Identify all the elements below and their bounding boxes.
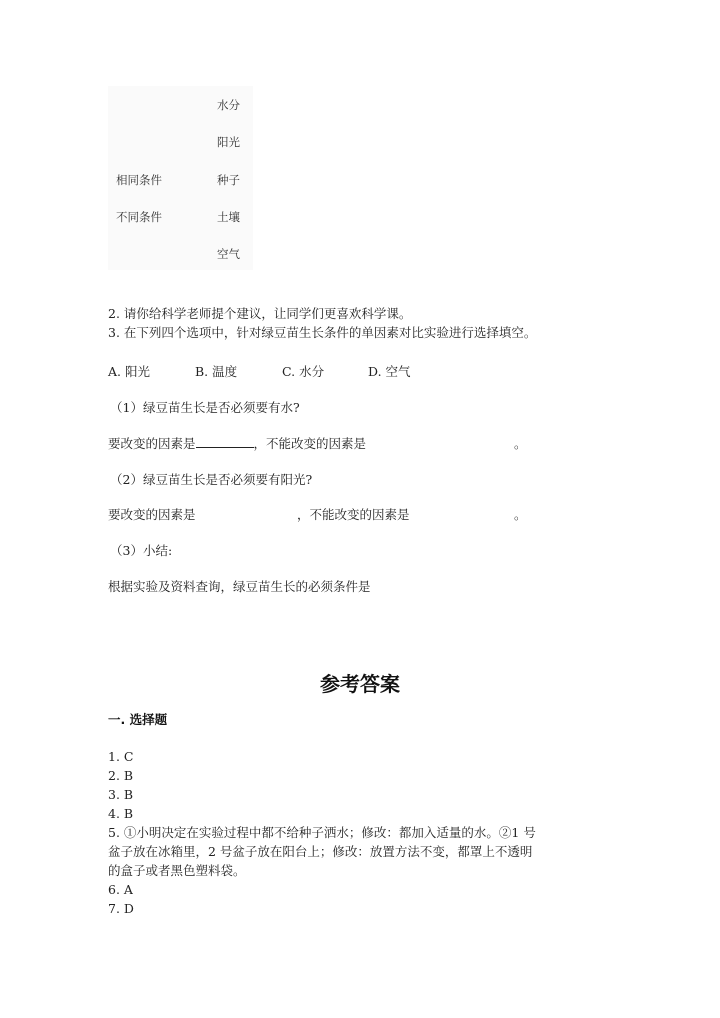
figure-label-soil: 土壤 [217,210,240,224]
fill-prefix: 要改变的因素是 [108,436,196,451]
answer-item: 3. B [108,787,134,802]
fill-middle: ，不能改变的因素是 [253,436,367,451]
sub-question-1: （1）绿豆苗生长是否必须要有水? [110,400,300,415]
summary-fill: 根据实验及资料查询，绿豆苗生长的必须条件是 [108,579,371,594]
answers-title: 参考答案 [320,672,400,696]
answer-blank-underlined[interactable] [196,435,254,448]
fill-middle-2: ，不能改变的因素是 [297,507,410,522]
answer-item: 2. B [108,768,134,783]
figure-label-different-conditions: 不同条件 [116,210,162,224]
fill-end-2: 。 [514,507,527,522]
fill-end-1: 。 [514,436,527,451]
answers-section-heading: 一. 选择题 [108,712,168,727]
figure-label-water: 水分 [217,98,240,112]
question-2: 2. 请你给科学老师提个建议，让同学们更喜欢科学课。 [108,306,412,321]
answer-item: 6. A [108,882,133,897]
sub-question-3: （3）小结: [110,543,173,558]
answer-item: 4. B [108,806,134,821]
figure-label-sunlight: 阳光 [217,135,240,149]
question-3: 3. 在下列四个选项中，针对绿豆苗生长条件的单因素对比实验进行选择填空。 [108,325,537,340]
option-b: B. 温度 [195,364,238,379]
option-c: C. 水分 [282,364,325,379]
option-a: A. 阳光 [108,364,150,379]
figure-label-same-conditions: 相同条件 [116,173,162,187]
figure-label-air: 空气 [217,247,240,261]
fill-line-1 [108,434,366,452]
fill-prefix-2: 要改变的因素是 [108,507,196,522]
answer-list [108,747,536,918]
answer-item: 5. ①小明决定在实验过程中都不给种子洒水；修改：都加入适量的水。②1 号 [108,825,536,840]
experiment-conditions-figure [108,86,253,270]
answer-item: 1. C [108,749,134,764]
option-d: D. 空气 [368,364,411,379]
answer-item: 盆子放在冰箱里，2 号盆子放在阳台上；修改：放置方法不变，都罩上不透明 [108,844,533,859]
sub-question-2: （2）绿豆苗生长是否必须要有阳光? [110,472,313,487]
figure-label-seed: 种子 [217,173,240,187]
answer-item: 7. D [108,901,134,916]
answer-item: 的盒子或者黑色塑料袋。 [108,863,246,878]
